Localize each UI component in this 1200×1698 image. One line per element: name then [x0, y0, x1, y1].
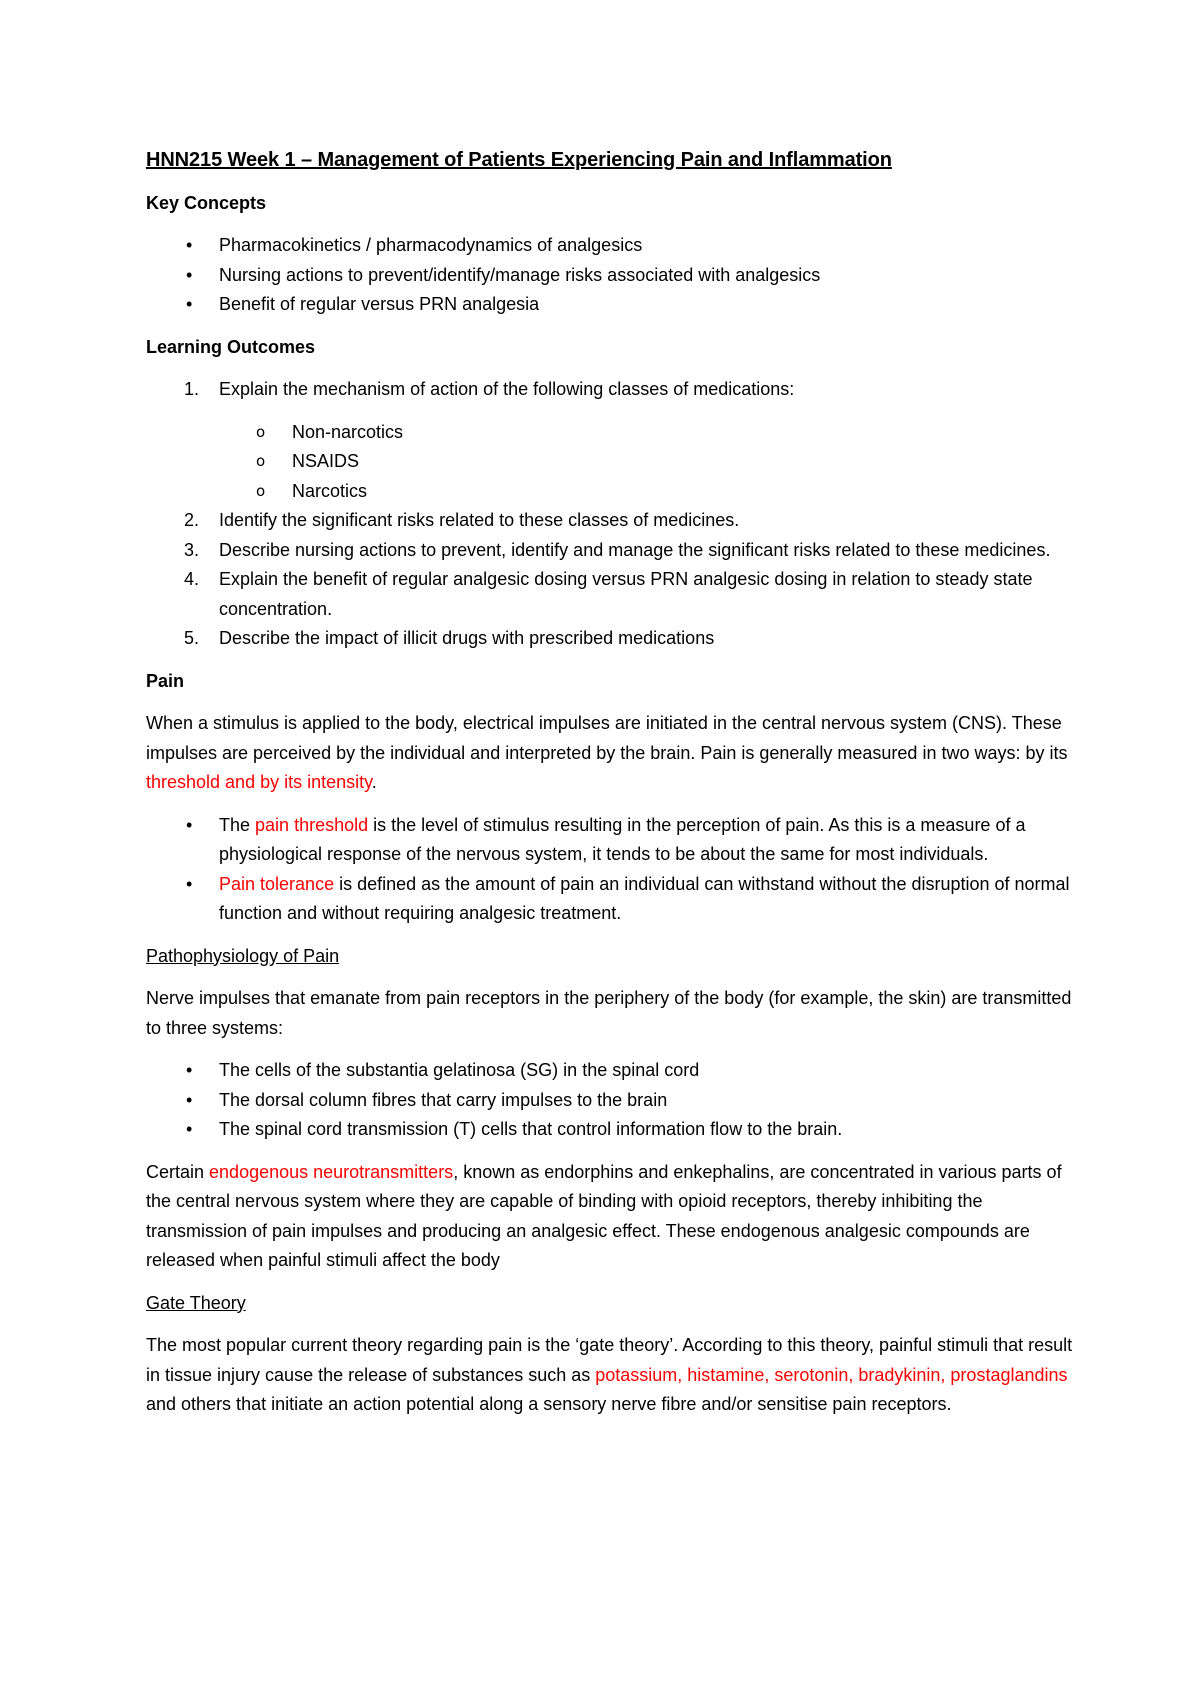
text-run: Certain: [146, 1161, 210, 1182]
text-run: The: [219, 814, 256, 835]
key-concepts-list: [146, 231, 1080, 320]
sublist-item: [146, 418, 1080, 448]
key-concepts-heading: Key Concepts: [146, 192, 267, 213]
sublist-item: [146, 477, 1080, 507]
list-item-text: Explain the benefit of regular analgesic dosing versus PRN analgesic dosing in relation to steady state concentration.: [219, 569, 1033, 619]
list-item: • The dorsal column fibres that carry impulses to the brain: [146, 1086, 1080, 1116]
sublist-item-text: Non-narcotics: [292, 421, 404, 442]
list-item: [146, 565, 1080, 624]
list-item: • The spinal cord transmission (T) cells that control information flow to the brain.: [146, 1115, 1080, 1145]
highlighted-text: endogenous neurotransmitters: [209, 1161, 454, 1182]
three-systems-list: [146, 1056, 1080, 1145]
list-item: [146, 506, 1080, 536]
list-item: [146, 536, 1080, 566]
medication-classes-sublist: [146, 418, 1080, 507]
pathophysiology-heading: Pathophysiology of Pain: [146, 945, 340, 966]
list-item: [146, 375, 1080, 405]
pain-heading: Pain: [146, 670, 185, 691]
text-run: is the level of stimulus resulting in the perception of pain. As this is a measure of a physiological response of the nervous system, it tends to be about the same for most individuals.: [219, 814, 1026, 864]
list-item-text: Describe nursing actions to prevent, identify and manage the significant risks related to these medicines.: [219, 539, 1051, 560]
list-number: 1.: [184, 379, 200, 399]
sublist-item: [146, 447, 1080, 477]
list-number: 4.: [184, 569, 200, 589]
list-item: • Nursing actions to prevent/identify/manage risks associated with analgesics: [146, 261, 1080, 291]
text-run: is defined as the amount of pain an individual can withstand without the disruption of normal function and without requiring analgesic treatment.: [219, 873, 1070, 923]
pain-intro-paragraph: [146, 709, 1080, 798]
list-item: [146, 811, 1080, 870]
sublist-item-text: Narcotics: [292, 480, 368, 501]
pathophysiology-intro-paragraph: Nerve impulses that emanate from pain receptors in the periphery of the body (for example, the skin) are transmitted to three systems:: [146, 988, 1072, 1038]
list-number: 2.: [184, 510, 200, 530]
highlighted-text: potassium, histamine, serotonin, bradykinin, prostaglandins: [595, 1364, 1068, 1385]
learning-outcomes-heading: Learning Outcomes: [146, 336, 316, 357]
sublist-marker: o: [256, 422, 266, 441]
sublist-marker: o: [256, 481, 266, 500]
learning-outcomes-list: [146, 375, 1080, 405]
text-run: .: [371, 772, 377, 792]
gate-theory-heading: Gate Theory: [146, 1292, 246, 1313]
list-item: • Benefit of regular versus PRN analgesia: [146, 290, 1080, 320]
list-item: • The cells of the substantia gelatinosa (SG) in the spinal cord: [146, 1056, 1080, 1086]
text-run: , known as endorphins and enkephalins, are concentrated in various parts of the central nervous system where they are capable of binding with opioid receptors, thereby inhibiting the transmission of pain impulses and producing an analgesic effect. These endogenous analgesic compounds are released when painful stimuli affect the body: [146, 1161, 1062, 1270]
text-run: When a stimulus is applied to the body, electrical impulses are initiated in the central nervous system (CNS). These impulses are perceived by the individual and interpreted by the brain. Pain is generally measured in two ways: by its: [146, 713, 1068, 763]
list-number: 5.: [184, 628, 200, 648]
list-item: [146, 624, 1080, 654]
document-title: HNN215 Week 1 – Management of Patients Experiencing Pain and Inflammation: [146, 149, 892, 171]
text-run: and others that initiate an action potential along a sensory nerve fibre and/or sensitise pain receptors.: [146, 1394, 952, 1414]
list-number: 3.: [184, 539, 200, 560]
sublist-marker: o: [256, 452, 266, 470]
neurotransmitters-paragraph: [146, 1158, 1080, 1276]
gate-theory-paragraph: [146, 1331, 1080, 1420]
list-item-text: Explain the mechanism of action of the following classes of medications:: [219, 379, 795, 399]
list-item: [146, 870, 1080, 929]
highlighted-text: pain threshold: [255, 814, 369, 835]
highlighted-text: Pain tolerance: [219, 873, 335, 894]
text-run: The most popular current theory regarding pain is the ‘gate theory’. According to this theory, painful stimuli that result in tissue injury cause the release of substances such as: [146, 1335, 1073, 1385]
learning-outcomes-list-continued: [146, 506, 1080, 654]
sublist-item-text: NSAIDS: [292, 451, 360, 471]
highlighted-text: threshold and by its intensity: [146, 772, 372, 792]
list-item-text: Identify the significant risks related to these classes of medicines.: [219, 510, 740, 530]
pain-definitions-list: [146, 811, 1080, 929]
list-item: • Pharmacokinetics / pharmacodynamics of analgesics: [146, 231, 1080, 261]
list-item-text: Describe the impact of illicit drugs with prescribed medications: [219, 628, 715, 648]
